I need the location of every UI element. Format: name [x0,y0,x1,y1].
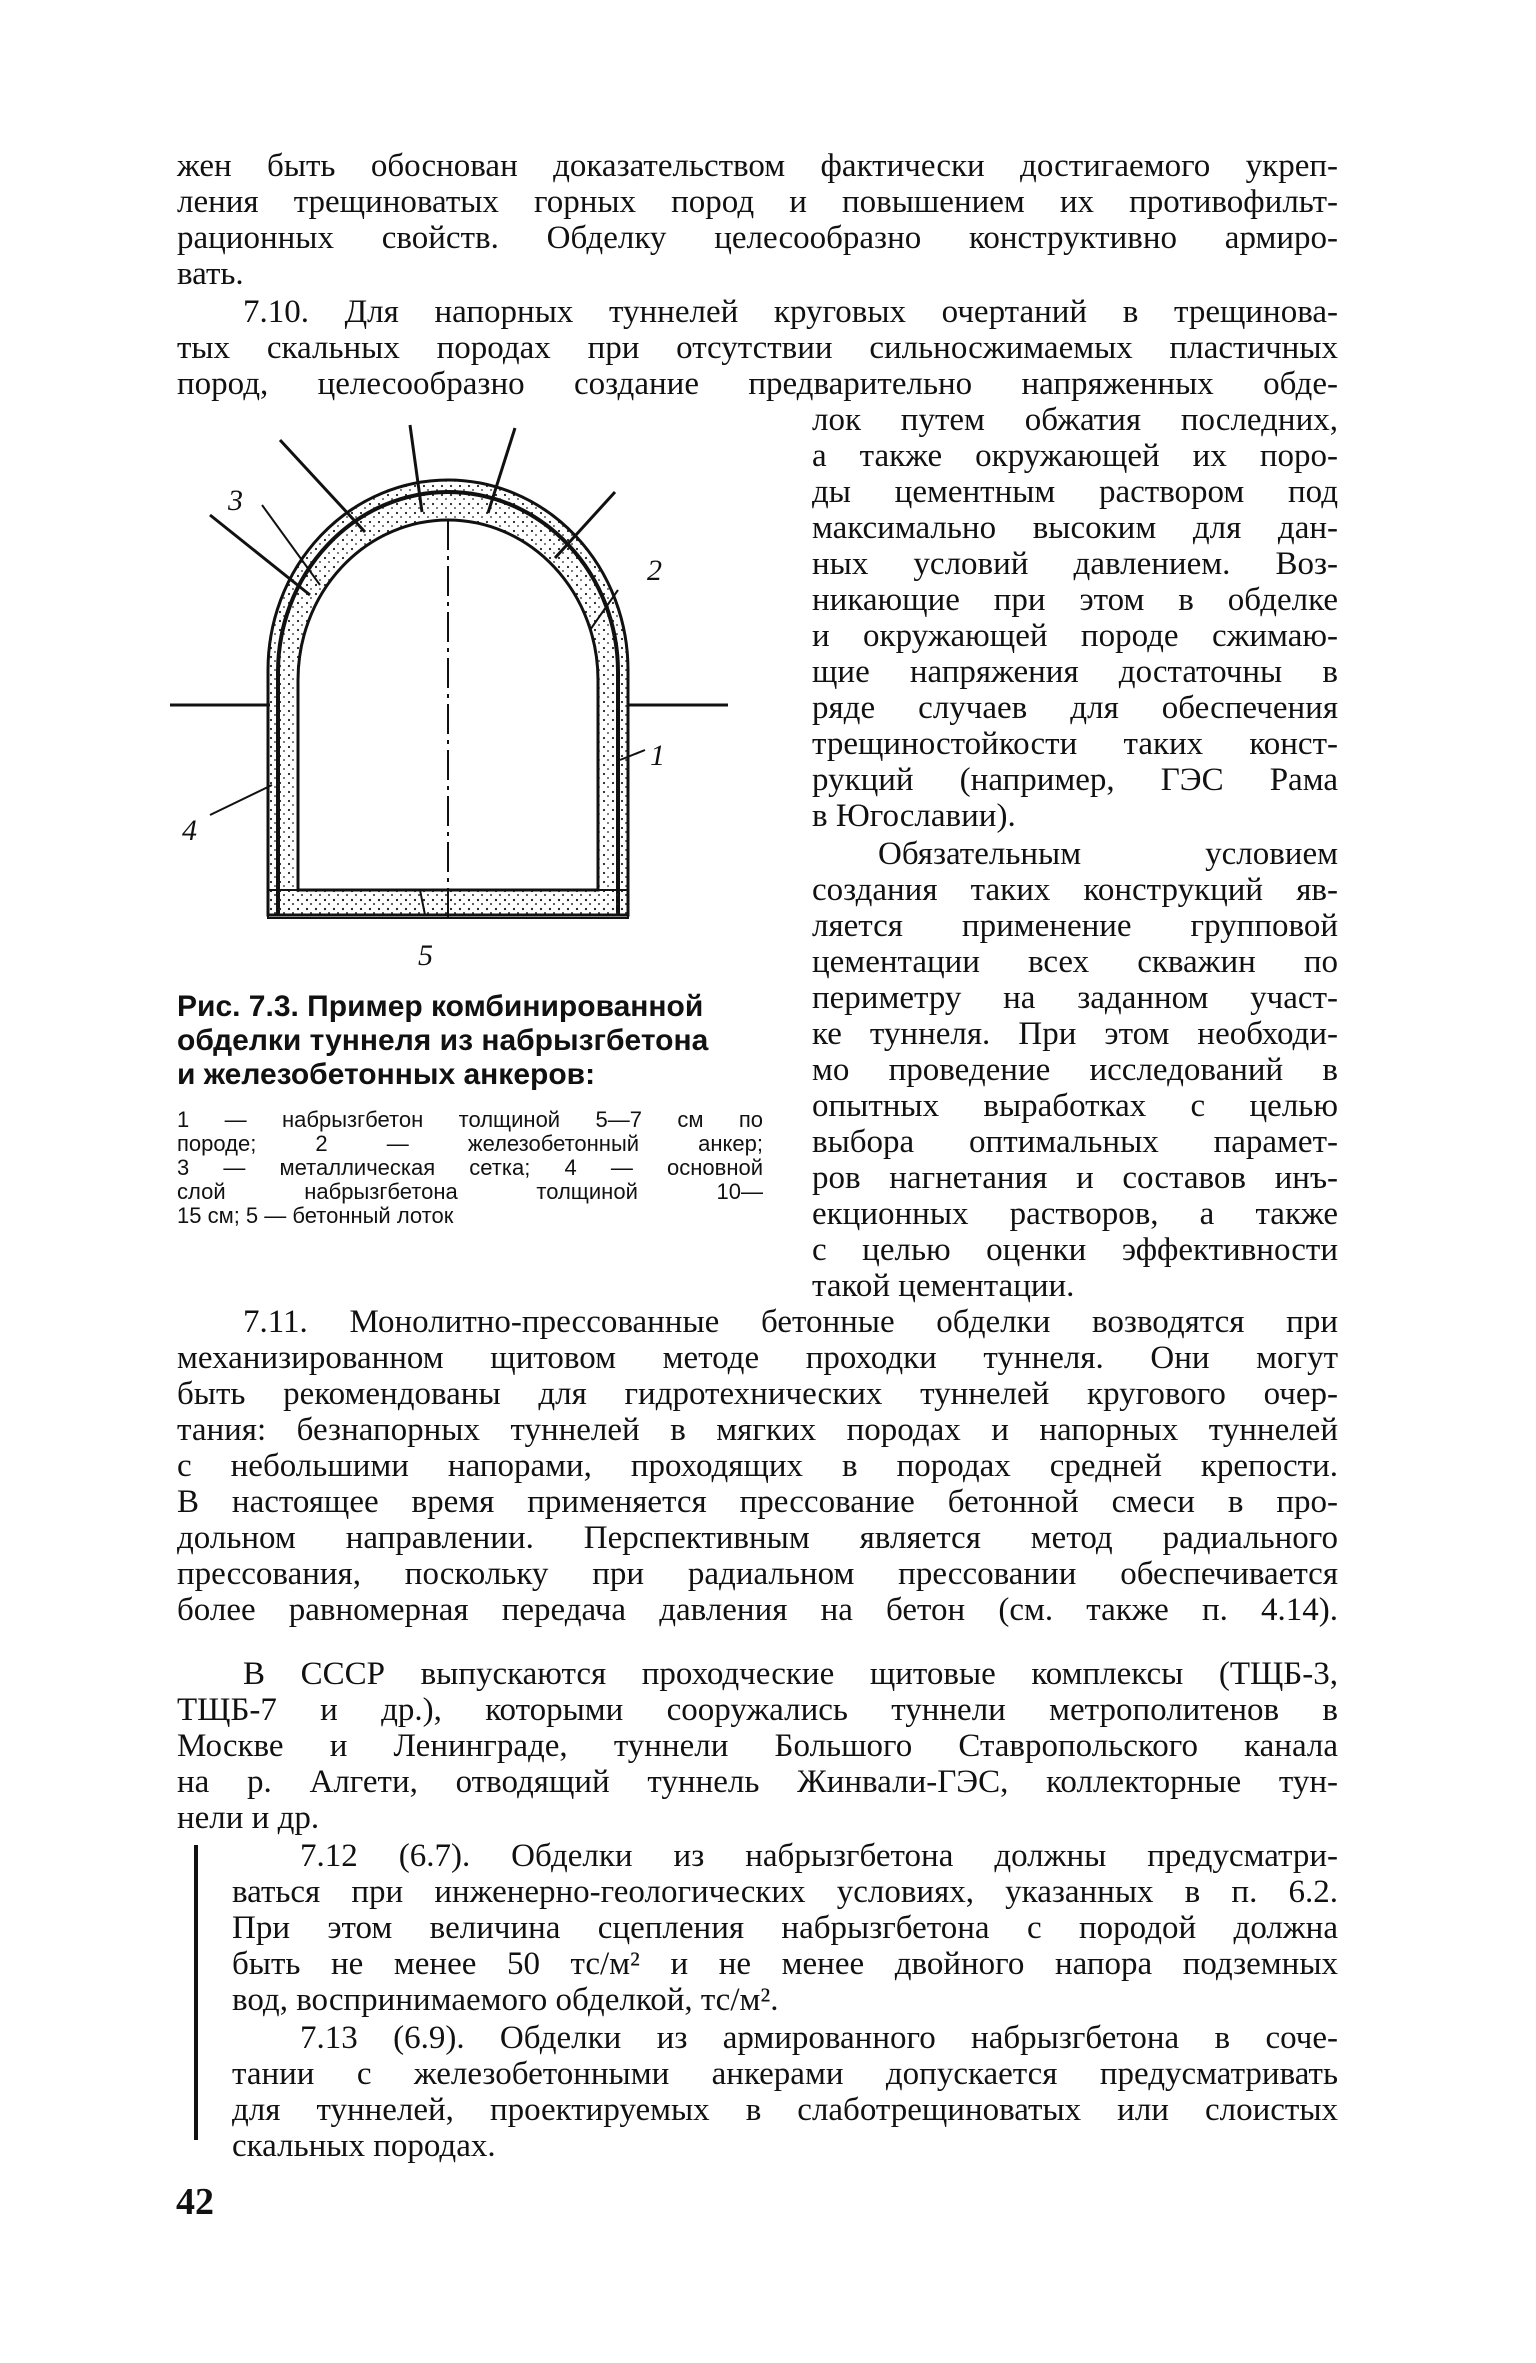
text-line: быть не менее 50 тс/м² и не менее двойного напора подземных [232,1946,1338,1982]
text-line: и окружающей породе сжимаю- [812,618,1338,654]
figure-label: 1 [650,739,665,772]
text-line: рационных свойств. Обделку целесообразно конструктивно армиро- [177,220,1338,256]
text-line: ке туннеля. При этом необходи- [812,1016,1338,1052]
text-line: на р. Алгети, отводящий туннель Жинвали-ГЭС, коллекторные тун- [177,1764,1338,1800]
figure-legend-line: слой набрызгбетона толщиной 10— [177,1179,763,1204]
text-line: максимально высоким для дан- [812,510,1338,546]
text-line: лок путем обжатия последних, [812,402,1338,438]
text-line: екционных растворов, а также [812,1196,1338,1232]
text-line: 7.10. Для напорных туннелей круговых очертаний в трещинова- [243,294,1338,330]
text-line: мо проведение исследований в [812,1052,1338,1088]
text-line: с целью оценки эффективности [812,1232,1338,1268]
figure-caption-title: Рис. 7.3. Пример комбинированной [177,990,704,1023]
text-line: ров нагнетания и составов инъ- [812,1160,1338,1196]
text-line: жен быть обоснован доказательством фактически достигаемого укреп- [177,148,1338,184]
text-line: рукций (например, ГЭС Рама [812,762,1338,798]
page-number: 42 [176,2181,214,2223]
text-line: 7.13 (6.9). Обделки из армированного набрызгбетона в соче- [300,2020,1338,2056]
text-line: щие напряжения достаточны в [812,654,1338,690]
text-line: ваться при инженерно-геологических условиях, указанных в п. 6.2. [232,1874,1338,1910]
text-line: а также окружающей их поро- [812,438,1338,474]
figure-legend-line: 1 — набрызгбетон толщиной 5—7 см по [177,1107,763,1132]
text-line: 7.11. Монолитно-прессованные бетонные обделки возводятся при [243,1304,1338,1340]
text-line: 7.12 (6.7). Обделки из набрызгбетона должны предусматри- [300,1838,1338,1874]
figure-caption-title: и железобетонных анкеров: [177,1058,596,1091]
text-line: ляется применение групповой [812,908,1338,944]
text-line: в Югославии). [812,798,1016,834]
figure-legend-line: породе; 2 — железобетонный анкер; [177,1131,763,1156]
figure-label: 2 [647,554,662,587]
text-line: дольном направлении. Перспективным является метод радиального [177,1520,1338,1556]
text-line: тых скальных породах при отсутствии сильносжимаемых пластичных [177,330,1338,366]
text-line: быть рекомендованы для гидротехнических туннелей кругового очер- [177,1376,1338,1412]
text-line: нели и др. [177,1800,320,1836]
text-line: опытных выработках с целью [812,1088,1338,1124]
figure-label: 5 [418,939,433,972]
margin-change-bar [194,1845,198,2140]
text-line: выбора оптимальных парамет- [812,1124,1338,1160]
figure-legend-line: 15 см; 5 — бетонный лоток [177,1203,454,1228]
text-line: В СССР выпускаются проходческие щитовые комплексы (ТЩБ-3, [243,1656,1338,1692]
text-line: механизированном щитовом методе проходки туннеля. Они могут [177,1340,1338,1376]
text-line: периметру на заданном участ- [812,980,1338,1016]
text-line: ряде случаев для обеспечения [812,690,1338,726]
figure-label: 3 [228,484,243,517]
text-line: При этом величина сцепления набрызгбетона с породой должна [232,1910,1338,1946]
text-line: создания таких конструкций яв- [812,872,1338,908]
text-line: для туннелей, проектируемых в слаботрещиноватых или слоистых [232,2092,1338,2128]
text-line: тания: безнапорных туннелей в мягких породах и напорных туннелей [177,1412,1338,1448]
text-line: В настоящее время применяется прессование бетонной смеси в про- [177,1484,1338,1520]
text-line: вод, воспринимаемого обделкой, тс/м². [232,1982,779,2018]
text-line: тании с железобетонными анкерами допускается предусматривать [232,2056,1338,2092]
text-line: ТЩБ-7 и др.), которыми сооружались туннели метрополитенов в [177,1692,1338,1728]
figure-label: 4 [182,814,197,847]
text-line: такой цементации. [812,1268,1075,1304]
text-line: вать. [177,256,244,292]
text-line: скальных породах. [232,2128,496,2164]
text-line: прессования, поскольку при радиальном прессовании обеспечивается [177,1556,1338,1592]
text-line: Москве и Ленинграде, туннели Большого Ставропольского канала [177,1728,1338,1764]
text-line: пород, целесообразно создание предварительно напряженных обде- [177,366,1338,402]
text-line: трещиностойкости таких конст- [812,726,1338,762]
tunnel-lining-figure [170,420,770,980]
figure-caption-title: обделки туннеля из набрызгбетона [177,1024,709,1057]
text-line: ных условий давлением. Воз- [812,546,1338,582]
text-line: ды цементным раствором под [812,474,1338,510]
text-line: цементации всех скважин по [812,944,1338,980]
text-line: ления трещиноватых горных пород и повышением их противофильт- [177,184,1338,220]
text-line: Обязательным условием [878,836,1338,872]
text-line: более равномерная передача давления на бетон (см. также п. 4.14). [177,1592,1338,1628]
text-line: никающие при этом в обделке [812,582,1338,618]
text-line: с небольшими напорами, проходящих в породах средней крепости. [177,1448,1338,1484]
figure-legend-line: 3 — металлическая сетка; 4 — основной [177,1155,763,1180]
